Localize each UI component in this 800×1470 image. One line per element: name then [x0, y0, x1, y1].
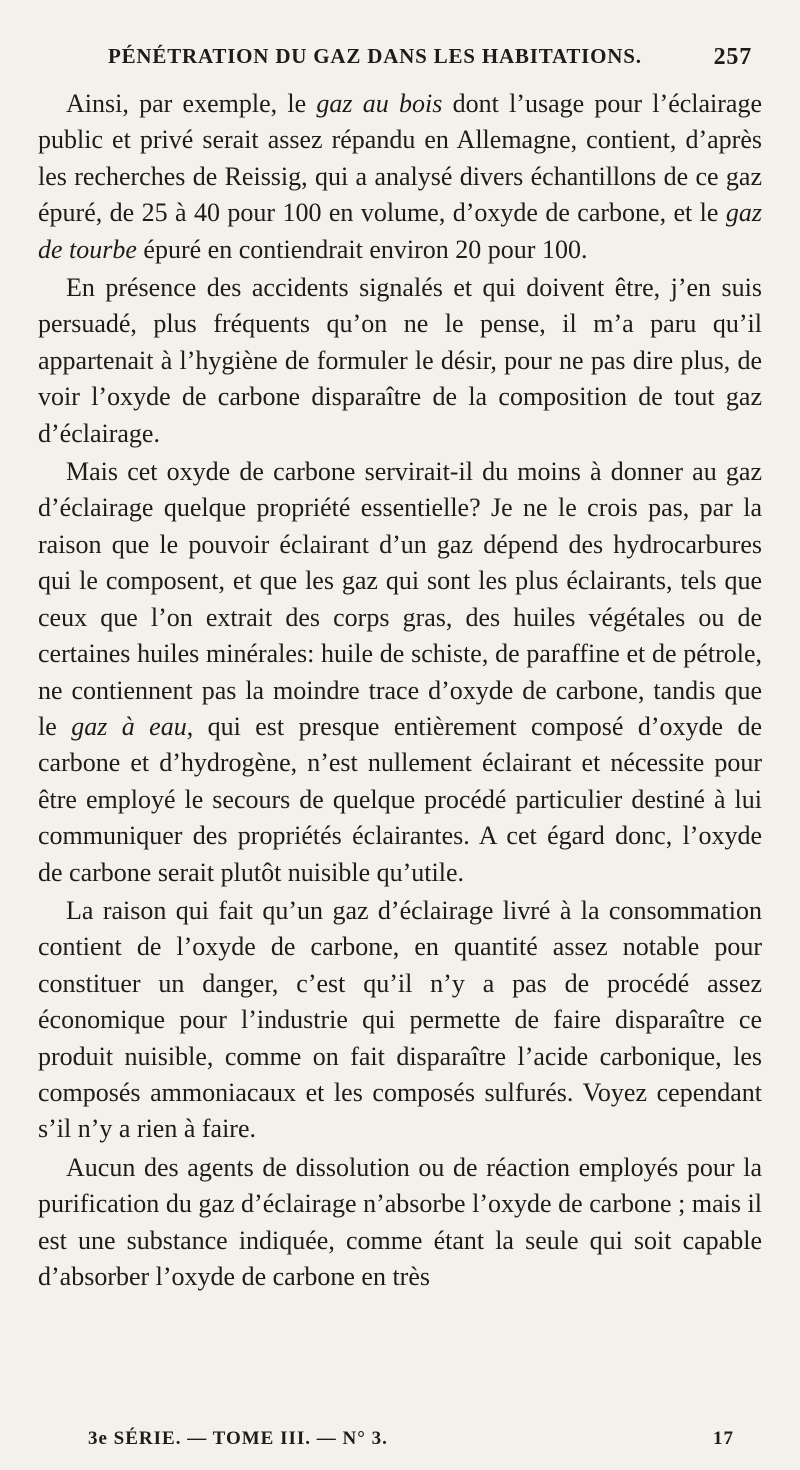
paragraph-3-text-b: , qui est presque entièrement composé d’oxyde de carbone et d’hydrogène, n’est nullement éclairant et nécessite pour être employé le secours de quelque procédé particulier destiné à lui communiquer des propriétés éclairantes. A cet égard donc, l’oxyde de carbone serait plutôt nuisible qu’utile. — [38, 711, 762, 887]
page-number: 257 — [713, 44, 752, 70]
paragraph-5: Aucun des agents de dissolution ou de réaction employés pour la purification du gaz d’éclairage n’absorbe l’oxyde de carbone ; mais il est une substance indiquée, comme étant la seule qui soit capable d’absorber l’oxyde de carbone en très — [38, 1152, 762, 1291]
paragraph-1-text-a: Ainsi, par exemple, le — [66, 89, 317, 118]
signature-mark: 17 — [713, 1428, 734, 1449]
paragraph-3-text-a: Mais cet oxyde de carbone servirait-il du moins à donner au gaz d’éclairage quelque propriété essentielle? Je ne le crois pas, par la raison que le pouvoir éclairant d’un gaz dépend des hydrocarbures qui le composent, et que les gaz qui sont les plus éclairants, tels que ceux que l’on extrait des corps gras, des huiles végétales ou de certaines huiles minérales: huile de schiste, de paraffine et de pétrole, ne contiennent pas la moindre trace d’oxyde de carbone, tandis que le — [38, 457, 762, 741]
body-text — [38, 86, 762, 1295]
term-gaz-au-bois: gaz au bois — [316, 89, 443, 118]
paragraph-4: La raison qui fait qu’un gaz d’éclairage livré à la consommation contient de l’oxyde de carbone, en quantité assez notable pour constituer un danger, c’est qu’il n’y a pas de procédé assez économique pour l’industrie qui permette de faire disparaître ce produit nuisible, comme on fait disparaître l’acide carbonique, les composés ammoniacaux et les composés sulfurés. Voyez cependant s’il n’y a rien à faire. — [38, 895, 762, 1144]
series-info: 3e SÉRIE. — TOME III. — N° 3. — [88, 1428, 388, 1449]
paragraph-1-text-b: dont l’usage pour l’éclairage public et privé serait assez répandu en Allemagne, contient, d’après les recherches de Reissig, qui a analysé divers échantillons de ce gaz épuré, de 25 à 40 pour 100 en volume, d’oxyde de carbone, et le — [38, 89, 762, 228]
paragraph-1-text-c: épuré en contiendrait environ 20 pour 100. — [136, 234, 588, 264]
running-title: PÉNÉTRATION DU GAZ DANS LES HABITATIONS. — [108, 44, 642, 68]
term-gaz-de-tourbe: gaz de tourbe — [38, 198, 762, 264]
paragraph-1 — [38, 86, 762, 268]
term-gaz-a-eau: gaz à eau — [71, 711, 187, 741]
paragraph-2: En présence des accidents signalés et qui doivent être, j’en suis persuadé, plus fréquents qu’on ne le pense, il m’a paru qu’il appartenait à l’hygiène de formuler le désir, pour ne pas dire plus, de voir l’oxyde de carbone disparaître de la composition de tout gaz d’éclairage. — [38, 273, 762, 448]
paragraph-3 — [38, 454, 762, 891]
